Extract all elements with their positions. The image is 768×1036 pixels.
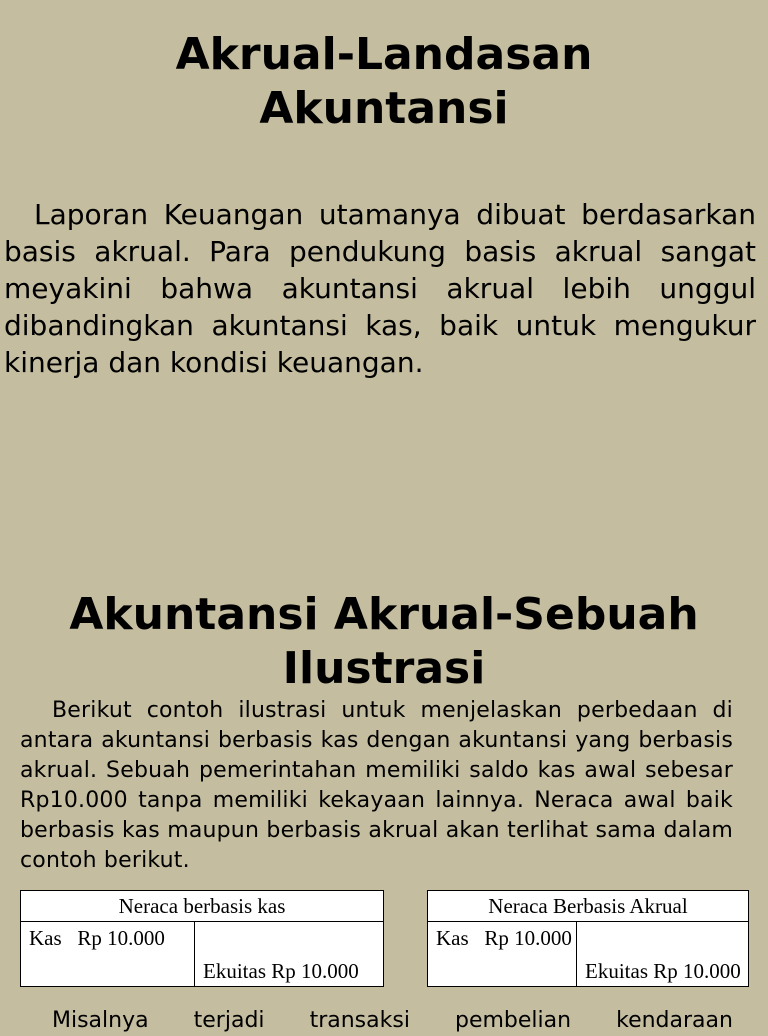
slide-akuntansi-akrual-ilustrasi <box>0 560 768 1033</box>
slide-body-text: Berikut contoh ilustrasi untuk menjelaskan perbedaan di antara akuntansi berbasis kas dengan akuntansi yang berbasis akrual. Sebuah pemerintahan memiliki saldo kas awal sebesar Rp10.000 tanpa memiliki kekayaan lainnya. Neraca awal baik berbasis kas maupun berbasis akrual akan terlihat sama dalam contoh berikut. <box>20 698 733 873</box>
ekuitas-cell: Ekuitas Rp 10.000 <box>577 922 749 987</box>
table-header: Neraca berbasis kas <box>21 891 384 922</box>
kas-cell: Kas Rp 10.000 <box>428 922 577 987</box>
ekuitas-cell: Ekuitas Rp 10.000 <box>195 922 384 987</box>
title-line-1: Akuntansi Akrual-Sebuah <box>69 589 699 640</box>
neraca-kas-table <box>20 890 384 987</box>
word: Misalnya <box>52 1008 149 1033</box>
word: pembelian <box>454 1008 572 1033</box>
neraca-akrual-table <box>427 890 749 987</box>
word: kendaraan <box>616 1008 733 1033</box>
word: transaksi <box>309 1008 410 1033</box>
slide-title <box>0 588 768 696</box>
table-header: Neraca Berbasis Akrual <box>428 891 749 922</box>
slide-title <box>0 28 768 136</box>
kas-cell: Kas Rp 10.000 <box>21 922 195 987</box>
title-line-1: Akrual-Landasan <box>175 29 593 80</box>
title-line-2: Ilustrasi <box>282 643 486 694</box>
continuation-text <box>20 1006 733 1036</box>
title-line-2: Akuntansi <box>259 83 509 134</box>
slide-body-text: Laporan Keuangan utamanya dibuat berdasarkan basis akrual. Para pendukung basis akrual sangat meyakini bahwa akuntansi akrual lebih unggul dibandingkan akuntansi kas, baik untuk mengukur kinerja dan kondisi keuangan. <box>4 198 756 379</box>
word: terjadi <box>193 1008 265 1033</box>
